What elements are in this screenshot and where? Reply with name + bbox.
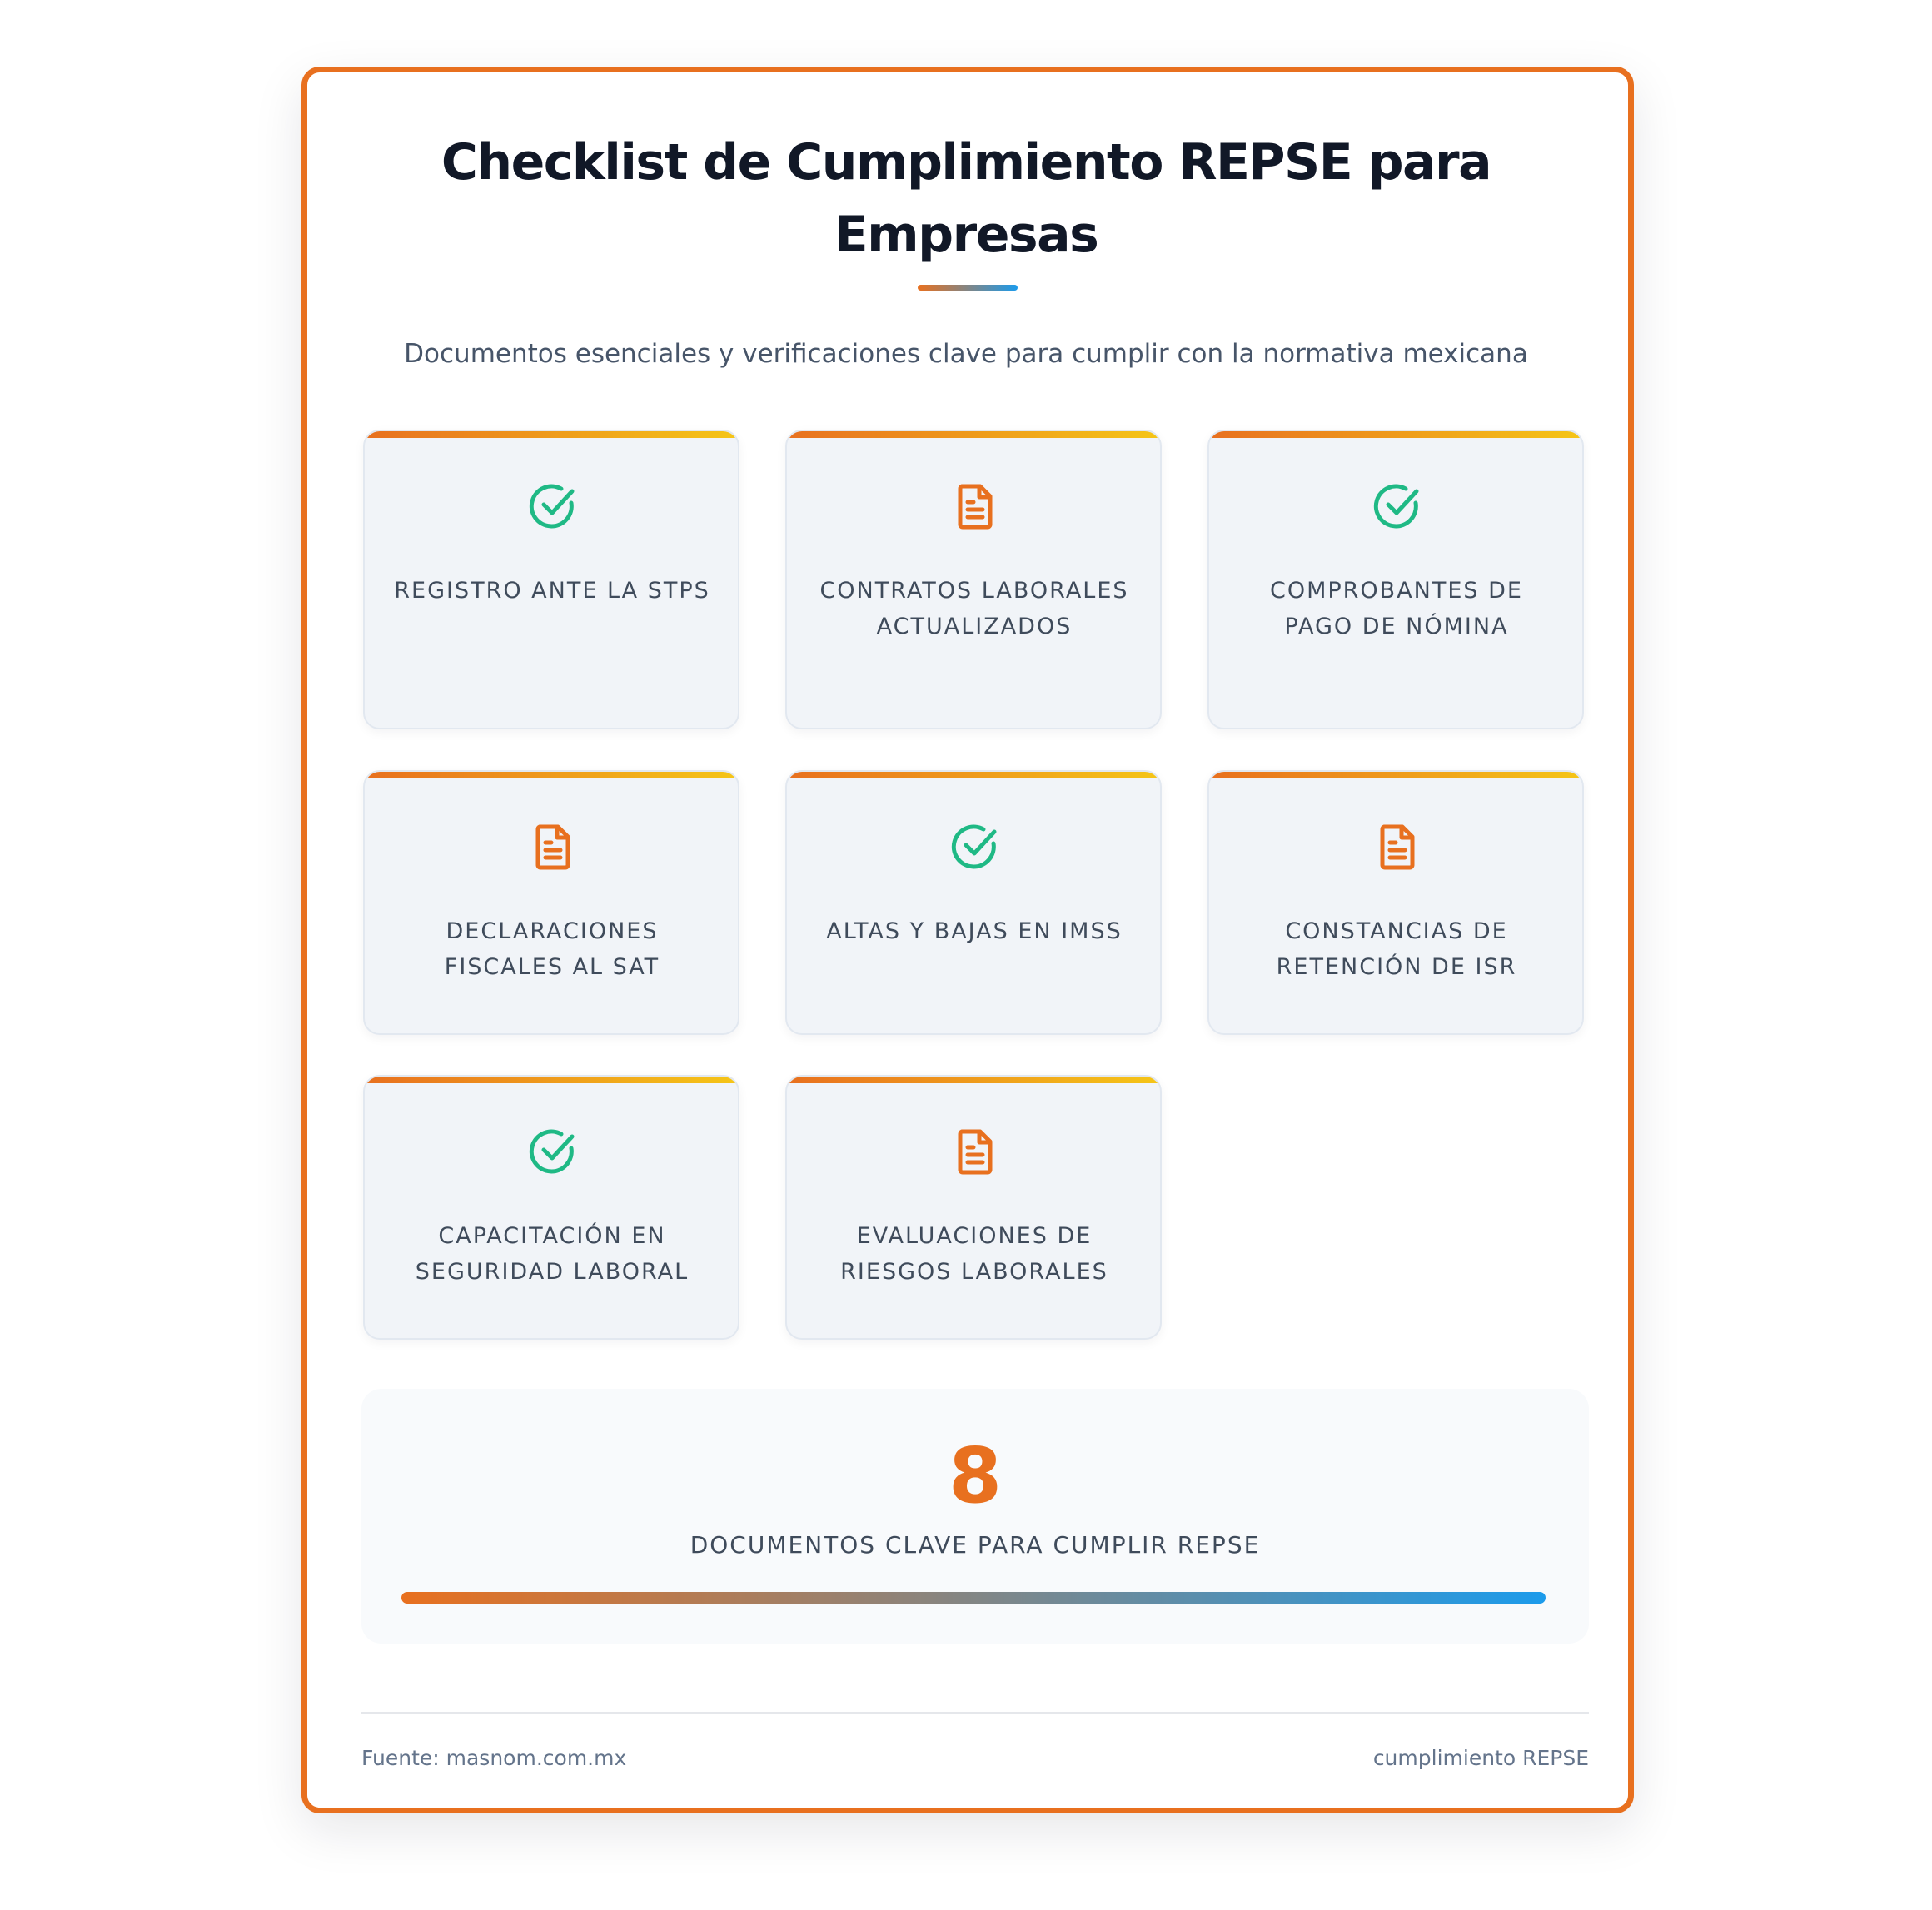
page-subtitle: Documentos esenciales y verificaciones clave para cumplir con la normativa mexicana — [404, 339, 1528, 369]
checklist-item-label: DECLARACIONES FISCALES AL SAT — [444, 918, 660, 980]
checklist-card — [1208, 770, 1584, 1035]
card-accent-bar — [1209, 772, 1582, 778]
footer-tag: cumplimiento REPSE — [1372, 1746, 1589, 1770]
page-title: Checklist de Cumplimiento REPSE para Empresas — [441, 133, 1491, 264]
card-accent-bar — [787, 772, 1160, 778]
summary-panel — [361, 1389, 1589, 1644]
checklist-item-label: EVALUACIONES DE RIESGOS LABORALES — [840, 1223, 1108, 1285]
checklist-item-label: CONTRATOS LABORALES ACTUALIZADOS — [819, 578, 1129, 639]
card-accent-bar — [787, 431, 1160, 438]
card-accent-bar — [365, 772, 738, 778]
footer-divider — [361, 1712, 1589, 1714]
check-circle-icon — [528, 481, 578, 531]
footer-source: Fuente: masnom.com.mx — [361, 1746, 627, 1770]
document-icon — [528, 822, 578, 872]
check-circle-icon — [528, 1127, 578, 1176]
document-icon — [950, 1127, 1000, 1176]
checklist-card — [363, 430, 739, 729]
card-accent-bar — [365, 431, 738, 438]
checklist-item-label: REGISTRO ANTE LA STPS — [394, 578, 710, 604]
document-icon — [1372, 822, 1422, 872]
checklist-item-label: COMPROBANTES DE PAGO DE NÓMINA — [1269, 578, 1523, 639]
summary-gradient-bar — [401, 1592, 1546, 1604]
document-icon — [950, 481, 1000, 531]
summary-label: DOCUMENTOS CLAVE PARA CUMPLIR REPSE — [690, 1531, 1261, 1559]
checklist-item-label: CAPACITACIÓN EN SEGURIDAD LABORAL — [415, 1223, 690, 1285]
checklist-card — [363, 770, 739, 1035]
checklist-card — [363, 1075, 739, 1340]
check-circle-icon — [950, 822, 1000, 872]
card-accent-bar — [1209, 431, 1582, 438]
title-underline — [918, 285, 1018, 291]
checklist-card — [785, 430, 1162, 729]
check-circle-icon — [1372, 481, 1422, 531]
checklist-card — [1208, 430, 1584, 729]
checklist-card — [785, 770, 1162, 1035]
card-accent-bar — [365, 1077, 738, 1083]
document-count: 8 — [948, 1431, 1002, 1520]
checklist-item-label: ALTAS Y BAJAS EN IMSS — [826, 918, 1123, 944]
card-accent-bar — [787, 1077, 1160, 1083]
checklist-item-label: CONSTANCIAS DE RETENCIÓN DE ISR — [1276, 918, 1517, 980]
checklist-card — [785, 1075, 1162, 1340]
